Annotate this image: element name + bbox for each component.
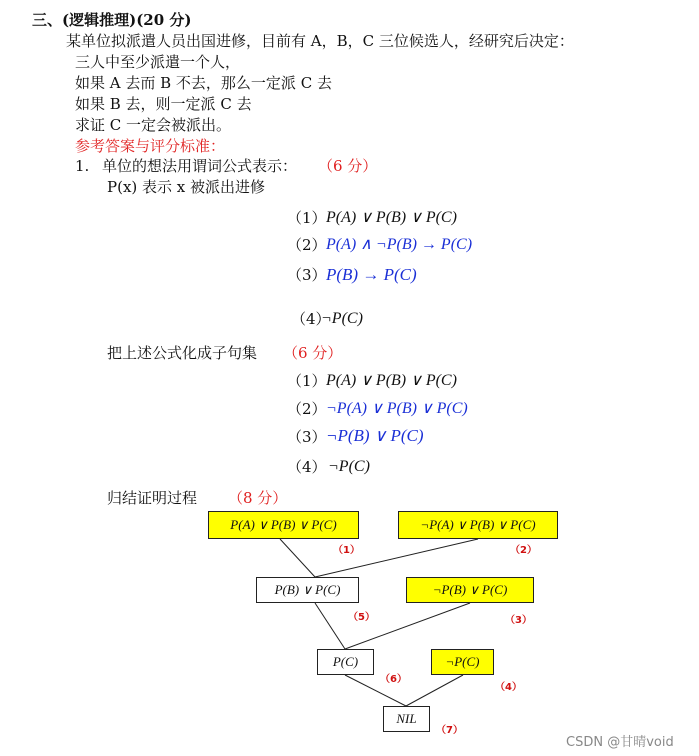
edge-1-5: [280, 539, 315, 577]
tree-tag-7: （7）: [436, 725, 463, 736]
tree-node-clause-4: ¬P(C): [431, 649, 494, 675]
edge-5-6: [315, 603, 345, 649]
edge-4-7: [406, 675, 463, 706]
clause-1: P(A) ∨ P(B) ∨ P(C): [326, 372, 457, 389]
clause-4: ¬P(C): [328, 458, 370, 475]
clause-4-number: （4）: [287, 458, 327, 476]
clause-score: （6 分）: [283, 344, 343, 362]
clause-2: ¬P(A) ∨ P(B) ∨ P(C): [326, 400, 468, 417]
tree-node-clause-5: P(B) ∨ P(C): [256, 577, 359, 603]
formula-2-number: （2）: [287, 236, 327, 254]
condition-3: 如果 B 去，则一定派 C 去: [75, 95, 252, 113]
watermark: CSDN @甘晴void: [566, 735, 674, 750]
tree-tag-1: （1）: [333, 545, 360, 556]
clause-2-number: （2）: [287, 400, 327, 418]
step1-score: （6 分）: [318, 157, 378, 175]
tree-tag-3: （3）: [505, 615, 532, 626]
proof-label: 归结证明过程: [107, 489, 198, 507]
tree-node-clause-2: ¬P(A) ∨ P(B) ∨ P(C): [398, 511, 558, 539]
tree-node-clause-6: P(C): [317, 649, 374, 675]
formula-1: P(A) ∨ P(B) ∨ P(C): [326, 209, 457, 226]
condition-2: 如果 A 去而 B 不去，那么一定派 C 去: [75, 74, 332, 92]
formula-1-number: （1）: [287, 209, 327, 227]
formula-3-number: （3）: [287, 266, 327, 284]
tree-node-clause-1: P(A) ∨ P(B) ∨ P(C): [208, 511, 359, 539]
step1-number: 1.: [75, 157, 90, 175]
formula-3: P(B) → P(C): [326, 265, 417, 284]
clause-3: ¬P(B) ∨ P(C): [326, 426, 424, 445]
tree-node-nil: NIL: [383, 706, 430, 732]
tree-node-clause-3: ¬P(B) ∨ P(C): [406, 577, 534, 603]
proof-goal: 求证 C 一定会被派出。: [75, 116, 232, 134]
tree-tag-6: （6）: [380, 674, 407, 685]
predicate-definition: P(x) 表示 x 被派出进修: [107, 178, 266, 196]
proof-score: （8 分）: [228, 489, 288, 507]
section-title: 三、(逻辑推理)(20 分): [32, 11, 192, 29]
condition-1: 三人中至少派遣一个人，: [75, 53, 241, 71]
clause-3-number: （3）: [287, 428, 327, 446]
answer-header: 参考答案与评分标准：: [75, 137, 226, 155]
formula-4: ¬P(C): [321, 310, 363, 327]
clause-label: 把上述公式化成子句集: [107, 344, 258, 362]
step1-label: 单位的想法用谓词公式表示：: [102, 157, 298, 175]
formula-4-number: （4）: [291, 310, 331, 328]
clause-1-number: （1）: [287, 372, 327, 390]
tree-tag-4: （4）: [495, 682, 522, 693]
problem-statement: 某单位拟派遣人员出国进修，目前有 A，B，C 三位候选人，经研究后决定：: [66, 32, 574, 50]
tree-tag-5: （5）: [348, 612, 375, 623]
tree-tag-2: （2）: [510, 545, 537, 556]
formula-2: P(A) ∧ ¬P(B) → P(C): [326, 236, 473, 253]
